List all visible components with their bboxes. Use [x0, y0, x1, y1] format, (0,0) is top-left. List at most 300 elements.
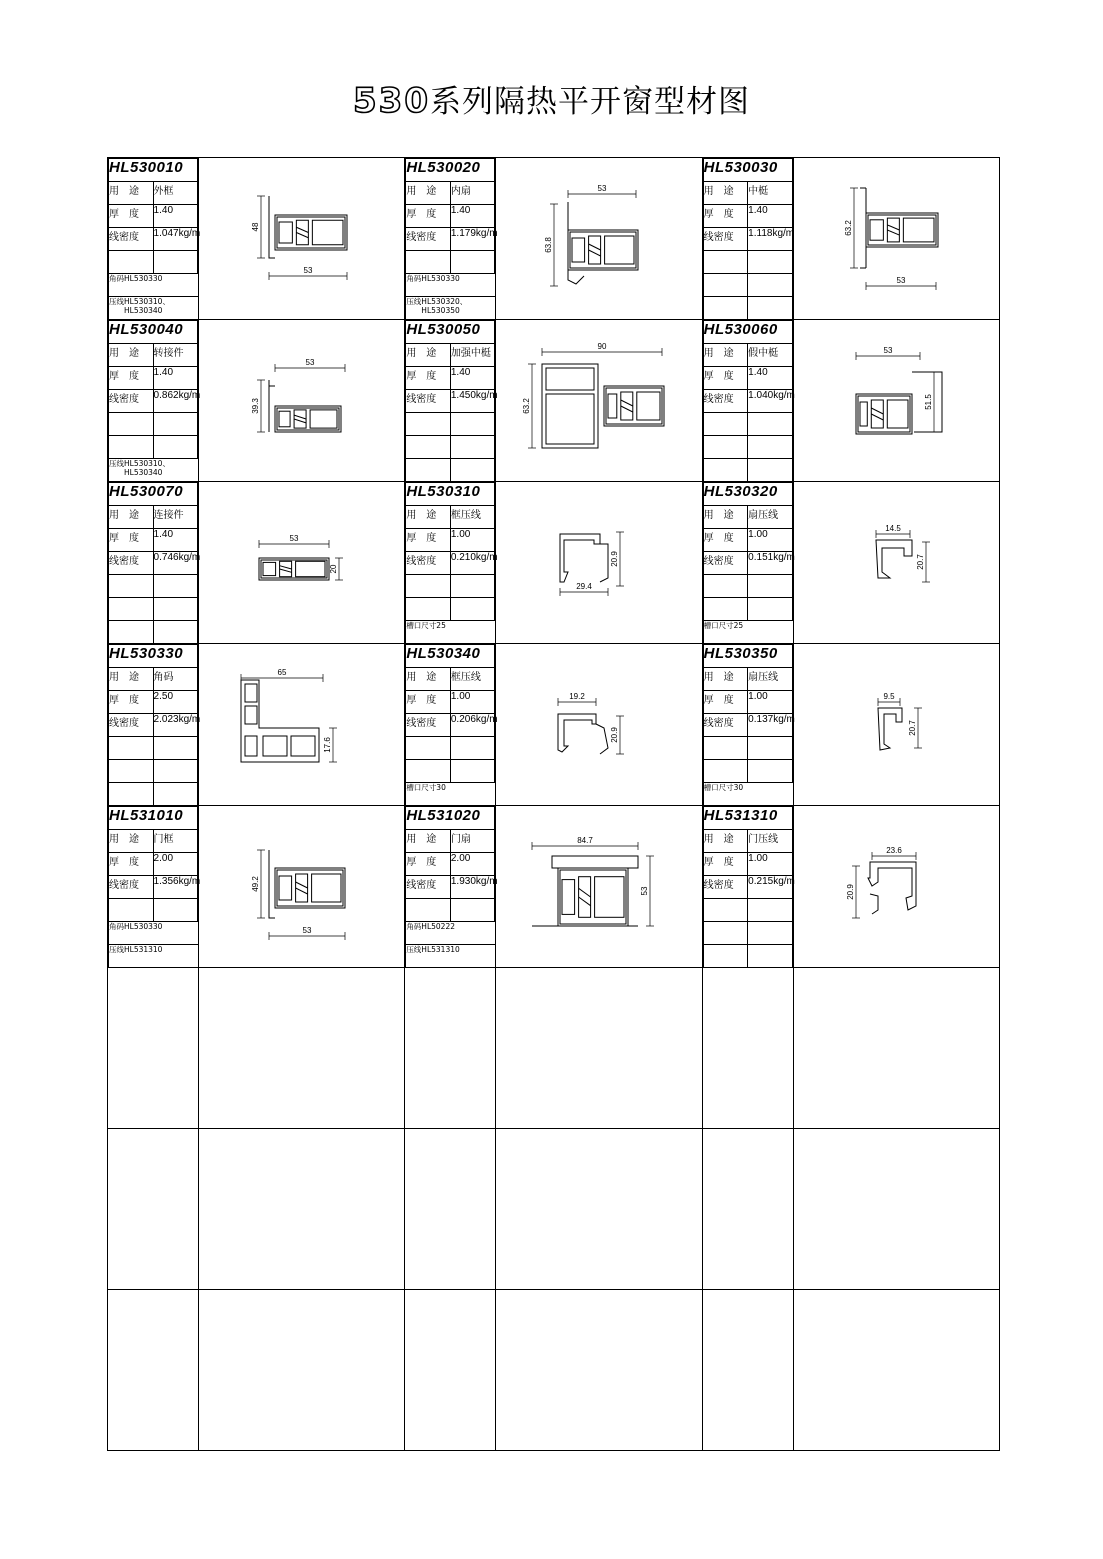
blank-cell [450, 899, 495, 922]
profile-drawing-cell [496, 806, 702, 968]
profile-info-cell [405, 482, 496, 644]
profile-density-value: 1.118kg/m [748, 228, 793, 251]
profile-info-cell [405, 1290, 496, 1451]
dimension-label: 48 [251, 222, 261, 232]
profile-drawing-cell [496, 482, 702, 644]
profile-drawing-cell [199, 644, 405, 806]
note-cell [109, 251, 154, 274]
profile-thickness-value: 1.00 [748, 529, 793, 552]
profile-code: HL530310 [406, 483, 495, 506]
note-cell [109, 737, 154, 760]
profile-cross-section-drawing [794, 320, 999, 480]
profile-info-cell [108, 158, 199, 320]
profile-thickness-label: 厚 度 [703, 853, 748, 876]
page-title [0, 76, 1103, 121]
profile-spec-table [108, 644, 201, 805]
dimension-label: 20.9 [610, 551, 620, 567]
profile-spec-table [108, 158, 201, 319]
profile-inner-wall [858, 396, 910, 432]
profile-cross-section-drawing [794, 158, 999, 318]
profile-density-label: 线密度 [406, 876, 451, 899]
blank-cell [153, 575, 198, 598]
profile-sheet [107, 157, 1000, 1451]
profile-cross-section-drawing [199, 320, 404, 480]
dimension-label: 14.5 [884, 524, 901, 533]
profile-thickness-value: 1.00 [450, 529, 495, 552]
blank-cell [450, 251, 495, 274]
profile-spec-table [405, 482, 498, 643]
profile-use-label: 用 途 [406, 830, 451, 853]
profile-thickness-value: 1.00 [748, 691, 793, 714]
profile-code: HL531020 [406, 807, 495, 830]
blank-cell [748, 899, 793, 922]
dimension-label: 20.9 [610, 727, 620, 743]
glazing-bead [558, 714, 596, 752]
profile-chamber [637, 392, 660, 420]
profile-thickness-label: 厚 度 [703, 205, 748, 228]
profile-use-label: 用 途 [703, 182, 748, 205]
door-glazing-bead [868, 862, 916, 910]
profile-drawing-cell [496, 644, 702, 806]
dimension-label: 63.8 [544, 237, 554, 253]
profile-density-label: 线密度 [109, 552, 154, 575]
profile-thickness-label: 厚 度 [703, 529, 748, 552]
profile-code: HL530350 [703, 645, 792, 668]
profile-chamber [312, 220, 343, 245]
profile-use-value: 扇压线 [748, 506, 793, 529]
blank-cell [153, 899, 198, 922]
profile-thickness-value: 1.40 [153, 529, 198, 552]
profile-thickness-label: 厚 度 [109, 367, 154, 390]
corner-key-chamber [263, 736, 287, 756]
title-series-number: 530 [353, 81, 430, 121]
profile-density-label: 线密度 [703, 228, 748, 251]
profile-thickness-label: 厚 度 [109, 529, 154, 552]
dimension-label: 20 [329, 564, 339, 574]
title-text: 系列隔热平开窗型材图 [429, 84, 750, 120]
profile-row [108, 806, 1000, 968]
profile-thickness-label: 厚 度 [406, 529, 451, 552]
profile-inner-wall [570, 232, 636, 268]
profile-drawing-cell [793, 644, 999, 806]
profile-chamber [296, 561, 325, 576]
dimension-label: 29.4 [576, 582, 593, 591]
profile-use-value: 框压线 [450, 506, 495, 529]
profile-code: HL530030 [703, 159, 792, 182]
thermal-break-strip [887, 218, 899, 242]
note-cell [406, 760, 451, 783]
thermal-break-hatch [871, 408, 883, 420]
note-cell [703, 413, 748, 436]
profile-use-label: 用 途 [703, 344, 748, 367]
profile-thickness-label: 厚 度 [406, 205, 451, 228]
profile-cross-section-drawing [794, 806, 999, 966]
profile-code: HL530010 [109, 159, 198, 182]
profile-drawing-cell [793, 806, 999, 968]
profile-inner-wall [560, 870, 626, 924]
note-cell: 角码HL530330 [109, 922, 198, 945]
profile-info-cell [108, 806, 199, 968]
blank-cell [153, 251, 198, 274]
profile-thickness-value: 1.00 [748, 853, 793, 876]
profile-cross-section-drawing [794, 644, 999, 804]
profile-info-cell [702, 806, 793, 968]
profile-info-cell [702, 968, 793, 1129]
note-cell: 槽口尺寸30 [703, 783, 792, 806]
profile-chamber [546, 368, 594, 390]
profile-thickness-value: 1.00 [450, 691, 495, 714]
profile-drawing-cell [199, 806, 405, 968]
profile-density-label: 线密度 [109, 714, 154, 737]
profile-density-value: 0.746kg/m [153, 552, 198, 575]
dimension-label: 17.6 [323, 737, 333, 753]
note-cell [703, 760, 748, 783]
profile-drawing-cell [199, 158, 405, 320]
thermal-break-hatch [621, 400, 633, 412]
profile-thickness-label: 厚 度 [406, 367, 451, 390]
profile-drawing-cell [199, 1290, 405, 1451]
dimension-label: 53 [305, 358, 315, 367]
profile-outline [542, 364, 598, 448]
profile-spec-table [703, 320, 793, 481]
profile-density-value: 0.862kg/m [153, 390, 198, 413]
profile-use-value: 角码 [153, 668, 198, 691]
profile-cross-section-drawing [199, 806, 404, 966]
note-cell: 角码HL530330 [109, 274, 198, 297]
blank-cell [748, 598, 793, 621]
profile-use-label: 用 途 [109, 344, 154, 367]
profile-row [108, 482, 1000, 644]
profile-info-cell [108, 482, 199, 644]
dimension-label: 84.7 [577, 836, 594, 845]
blank-cell [748, 251, 793, 274]
profile-info-cell [405, 644, 496, 806]
note-cell [406, 413, 451, 436]
blank-cell [748, 274, 793, 297]
note-cell [109, 760, 154, 783]
note-cell [703, 297, 748, 320]
profile-thickness-value: 1.40 [450, 367, 495, 390]
profile-code: HL530050 [406, 321, 495, 344]
adapter-leg [269, 380, 275, 432]
dimension-label: 23.6 [885, 846, 902, 855]
profile-row [108, 320, 1000, 482]
mullion-leg [860, 188, 866, 268]
profile-cross-section-drawing [496, 320, 701, 480]
profile-info-cell [108, 1290, 199, 1451]
profile-drawing-cell [199, 482, 405, 644]
corner-key-chamber [291, 736, 315, 756]
profile-use-value: 假中梃 [748, 344, 793, 367]
note-cell [703, 436, 748, 459]
dimension-label: 20.7 [907, 720, 917, 736]
note-cell [109, 575, 154, 598]
profile-spec-table [108, 320, 201, 481]
dimension-label: 53 [289, 534, 299, 543]
profile-use-label: 用 途 [406, 344, 451, 367]
note-cell [703, 274, 748, 297]
frame-lip [269, 196, 275, 258]
note-cell [109, 783, 154, 806]
note-cell [406, 737, 451, 760]
profile-chamber [562, 880, 575, 915]
profile-code: HL530060 [703, 321, 792, 344]
blank-cell [748, 760, 793, 783]
profile-inner-wall [277, 870, 343, 906]
profile-drawing-cell [199, 320, 405, 482]
profile-thickness-value: 1.40 [153, 367, 198, 390]
profile-density-label: 线密度 [109, 876, 154, 899]
profile-drawing-cell [793, 482, 999, 644]
profile-spec-table [703, 482, 793, 643]
profile-inner-wall [606, 388, 662, 424]
corner-key-chamber [245, 736, 257, 756]
profile-density-value: 2.023kg/m [153, 714, 198, 737]
thermal-break-strip [294, 410, 306, 428]
blank-cell [748, 737, 793, 760]
blank-cell [450, 737, 495, 760]
blank-cell [748, 945, 793, 968]
profile-use-value: 门扇 [450, 830, 495, 853]
profile-density-value: 0.215kg/m [748, 876, 793, 899]
empty-row [108, 1290, 1000, 1451]
blank-cell [748, 413, 793, 436]
dimension-label: 53 [896, 276, 906, 285]
dimension-label: 20.9 [845, 884, 855, 900]
blank-cell [450, 413, 495, 436]
profile-use-label: 用 途 [703, 506, 748, 529]
thermal-break-hatch [280, 566, 292, 573]
profile-thickness-value: 1.40 [748, 205, 793, 228]
profile-code: HL530330 [109, 645, 198, 668]
profile-row [108, 158, 1000, 320]
profile-thickness-label: 厚 度 [406, 853, 451, 876]
blank-cell [450, 459, 495, 482]
note-cell [109, 436, 154, 459]
thermal-break-hatch [296, 882, 308, 894]
thermal-break-hatch [294, 415, 306, 423]
profile-use-value: 转接件 [153, 344, 198, 367]
profile-thickness-value: 1.40 [153, 205, 198, 228]
note-cell: 角码HL530330 [406, 274, 495, 297]
profile-chamber [312, 874, 341, 902]
profile-info-cell [702, 1129, 793, 1290]
note-cell [703, 251, 748, 274]
profile-info-cell [702, 158, 793, 320]
profile-info-cell [108, 968, 199, 1129]
blank-cell [153, 760, 198, 783]
profile-density-label: 线密度 [703, 714, 748, 737]
note-cell: 压线HL530310、 HL530340 [109, 297, 198, 320]
corner-key [241, 680, 319, 762]
profile-density-value: 1.047kg/m [153, 228, 198, 251]
profile-cross-section-drawing [199, 644, 404, 804]
profile-chamber [310, 410, 337, 428]
profile-code: HL531010 [109, 807, 198, 830]
profile-thickness-label: 厚 度 [703, 367, 748, 390]
dimension-label: 19.2 [569, 692, 586, 701]
profile-code: HL530040 [109, 321, 198, 344]
blank-cell [153, 598, 198, 621]
profile-info-cell [702, 1290, 793, 1451]
thermal-break-hatch [579, 888, 591, 905]
profile-thickness-label: 厚 度 [109, 691, 154, 714]
blank-cell [153, 413, 198, 436]
profile-info-cell [702, 644, 793, 806]
note-cell [703, 922, 748, 945]
profile-cross-section-drawing [496, 482, 701, 642]
note-cell [406, 598, 451, 621]
note-cell [109, 598, 154, 621]
note-cell [703, 459, 748, 482]
profile-row [108, 644, 1000, 806]
profile-density-label: 线密度 [406, 228, 451, 251]
profile-drawing-cell [199, 1129, 405, 1290]
dimension-label: 53 [883, 346, 893, 355]
blank-cell [748, 575, 793, 598]
profile-drawing-cell [496, 158, 702, 320]
profile-thickness-value: 2.00 [153, 853, 198, 876]
dimension-label: 51.5 [923, 394, 933, 410]
profile-chamber [263, 562, 276, 575]
profile-chamber [279, 222, 292, 243]
glazing-bead-lip [600, 544, 608, 582]
glazing-bead [876, 540, 912, 578]
blank-cell [450, 436, 495, 459]
profile-chamber [605, 236, 634, 264]
profile-density-value: 0.137kg/m [748, 714, 793, 737]
profile-density-value: 1.930kg/m [450, 876, 495, 899]
dimension-label: 90 [597, 342, 607, 351]
profile-spec-table [405, 320, 498, 481]
profile-info-cell [702, 482, 793, 644]
dimension-label: 9.5 [883, 692, 895, 701]
thermal-break-hatch [589, 244, 601, 256]
thermal-break-strip [296, 220, 308, 245]
profile-cross-section-drawing [199, 158, 404, 318]
dimension-label: 53 [303, 266, 313, 275]
profile-use-label: 用 途 [406, 182, 451, 205]
corner-key-chamber [245, 706, 257, 724]
profile-use-value: 内扇 [450, 182, 495, 205]
profile-code: HL530320 [703, 483, 792, 506]
profile-density-label: 线密度 [406, 390, 451, 413]
profile-density-value: 1.356kg/m [153, 876, 198, 899]
profile-thickness-value: 1.40 [450, 205, 495, 228]
profile-thickness-label: 厚 度 [109, 853, 154, 876]
profile-drawing-cell [496, 320, 702, 482]
note-cell [406, 575, 451, 598]
profile-use-label: 用 途 [406, 506, 451, 529]
profile-use-value: 连接件 [153, 506, 198, 529]
profile-chamber [608, 394, 617, 418]
profile-density-label: 线密度 [109, 390, 154, 413]
profile-chamber [572, 238, 585, 262]
profile-code: HL530020 [406, 159, 495, 182]
profile-code: HL530340 [406, 645, 495, 668]
profile-use-label: 用 途 [406, 668, 451, 691]
profile-use-value: 扇压线 [748, 668, 793, 691]
profile-drawing-cell [496, 1290, 702, 1451]
profile-drawing-cell [793, 320, 999, 482]
profile-drawing-cell [793, 1129, 999, 1290]
door-sash-top [552, 856, 638, 868]
profile-density-value: 0.210kg/m [450, 552, 495, 575]
blank-cell [748, 436, 793, 459]
dimension-label: 53 [597, 184, 607, 193]
note-cell: 槽口尺寸25 [703, 621, 792, 644]
profile-info-cell [405, 806, 496, 968]
profile-info-cell [702, 320, 793, 482]
profile-chamber [595, 877, 624, 918]
profile-spec-table [703, 806, 793, 967]
dimension-label: 63.2 [843, 220, 853, 236]
profile-cross-section-drawing [496, 806, 701, 966]
profile-use-value: 门压线 [748, 830, 793, 853]
profile-thickness-label: 厚 度 [703, 691, 748, 714]
profile-spec-table [108, 806, 201, 967]
note-cell [406, 251, 451, 274]
thermal-break-strip [871, 400, 883, 428]
empty-row [108, 1129, 1000, 1290]
profile-spec-table [703, 158, 793, 319]
profile-use-label: 用 途 [109, 830, 154, 853]
profile-chamber [860, 402, 867, 426]
note-cell [703, 737, 748, 760]
profile-code: HL531310 [703, 807, 792, 830]
profile-thickness-value: 1.40 [748, 367, 793, 390]
profile-chamber [887, 400, 908, 428]
profile-chamber [546, 394, 594, 444]
note-cell [109, 899, 154, 922]
profile-use-value: 外框 [153, 182, 198, 205]
thermal-break-strip [296, 874, 308, 902]
profile-use-label: 用 途 [703, 830, 748, 853]
profile-info-cell [405, 1129, 496, 1290]
dimension-label: 63.2 [522, 398, 532, 414]
dimension-label: 49.2 [251, 876, 261, 892]
dimension-label: 20.7 [915, 554, 925, 570]
dimension-label: 53 [302, 926, 312, 935]
profile-drawing-cell [496, 1129, 702, 1290]
profile-drawing-cell [496, 968, 702, 1129]
note-cell: 槽口尺寸25 [406, 621, 495, 644]
profile-density-value: 0.151kg/m [748, 552, 793, 575]
profile-cross-section-drawing [496, 158, 701, 318]
profile-info-cell [108, 644, 199, 806]
profile-thickness-value: 2.50 [153, 691, 198, 714]
profile-use-label: 用 途 [703, 668, 748, 691]
profile-drawing-cell [199, 968, 405, 1129]
blank-cell [450, 760, 495, 783]
frame-lip [269, 850, 275, 918]
profile-density-label: 线密度 [703, 390, 748, 413]
profile-cross-section-drawing [496, 644, 701, 804]
blank-cell [153, 737, 198, 760]
profile-density-value: 0.206kg/m [450, 714, 495, 737]
note-cell: 压线HL530320、 HL530350 [406, 297, 495, 320]
blank-cell [450, 575, 495, 598]
profile-spec-table [703, 644, 793, 805]
profile-spec-table [405, 644, 498, 805]
note-cell [406, 899, 451, 922]
profile-density-label: 线密度 [109, 228, 154, 251]
profile-use-value: 门框 [153, 830, 198, 853]
note-cell: 压线HL531310 [109, 945, 198, 968]
profile-chamber [870, 220, 883, 240]
dimension-label: 39.3 [251, 398, 261, 414]
profile-info-cell [405, 158, 496, 320]
